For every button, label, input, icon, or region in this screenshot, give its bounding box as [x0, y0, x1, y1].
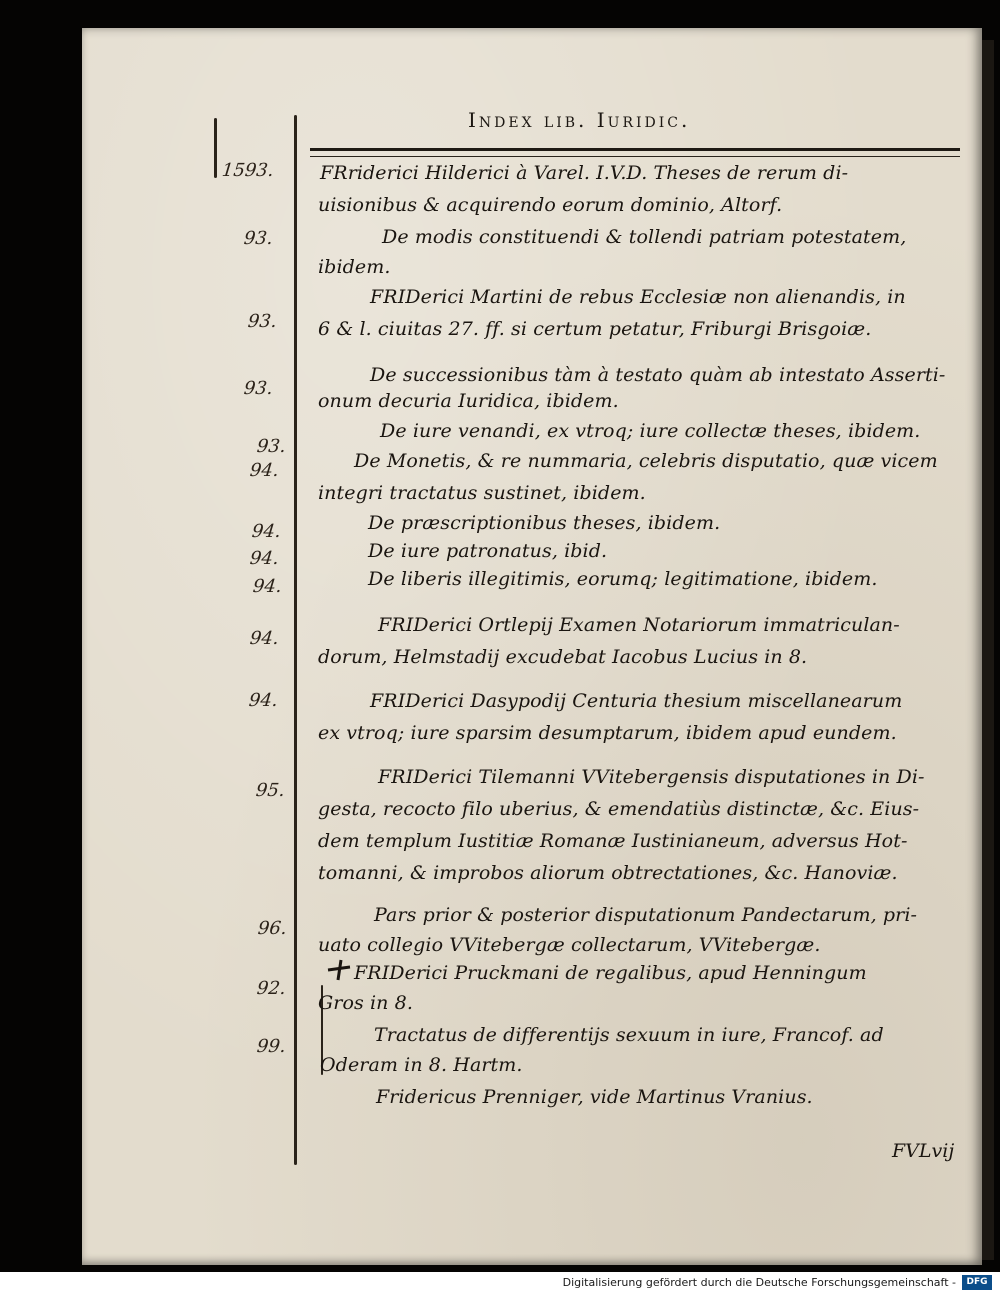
margin-note: 94. — [250, 521, 282, 542]
entry-line: FRIDerici Martini de rebus Ecclesiæ non alienandis, in — [370, 286, 906, 308]
entry-line: dem templum Iustitiæ Romanæ Iustinianeum, adversus Hot- — [318, 830, 908, 852]
header-rule-thin — [310, 156, 960, 157]
dfg-logo-icon: DFG — [962, 1275, 992, 1290]
entry-line: ex vtroq; iure sparsim desumptarum, ibidem apud eundem. — [318, 722, 897, 744]
header-rule — [310, 148, 960, 151]
margin-note: 1593. — [220, 160, 275, 181]
entry-line: tomanni, & improbos aliorum obtrectationes, &c. Hanoviæ. — [318, 862, 898, 884]
entry-line: gesta, recocto filo uberius, & emendatiùs distinctæ, &c. Eius- — [318, 798, 920, 820]
entry-line: Tractatus de differentijs sexuum in iure, Francof. ad — [374, 1024, 884, 1046]
margin-note: 94. — [247, 690, 279, 711]
cross-mark-icon — [326, 958, 352, 982]
entry-line: Fridericus Prenniger, vide Martinus Vranius. — [376, 1086, 813, 1108]
margin-note: 99. — [255, 1036, 287, 1057]
entry-line: FRIDerici Dasypodij Centuria thesium miscellanearum — [370, 690, 903, 712]
entry-line: De iure patronatus, ibid. — [368, 540, 608, 562]
margin-note: 93. — [246, 311, 278, 332]
entry-line: De Monetis, & re nummaria, celebris disputatio, quæ vicem — [354, 450, 938, 472]
margin-note: 94. — [251, 576, 283, 597]
margin-rule-left — [214, 118, 217, 178]
entry-line: dorum, Helmstadij excudebat Iacobus Lucius in 8. — [318, 646, 808, 668]
entry-line: ibidem. — [318, 256, 391, 278]
entry-line: FRIDerici Ortlepij Examen Notariorum immatriculan- — [378, 614, 900, 636]
entry-line: Gros in 8. — [318, 992, 413, 1014]
entry-line: FRIDerici Tilemanni VVitebergensis disputationes in Di- — [378, 766, 925, 788]
entry-line: De iure venandi, ex vtroq; iure collectæ theses, ibidem. — [380, 420, 921, 442]
entry-line: De modis constituendi & tollendi patriam potestatem, — [382, 226, 907, 248]
margin-note: 94. — [248, 628, 280, 649]
entry-line: FRIDerici Pruckmani de regalibus, apud Henningum — [354, 962, 867, 984]
margin-note: 93. — [255, 436, 287, 457]
entry-line: integri tractatus sustinet, ibidem. — [318, 482, 646, 504]
footer-credit: Digitalisierung gefördert durch die Deutsche Forschungsgemeinschaft - — [562, 1276, 956, 1289]
entry-line: onum decuria Iuridica, ibidem. — [318, 390, 619, 412]
entry-line: uato collegio VVitebergæ collectarum, VVitebergæ. — [318, 934, 821, 956]
entry-line: 6 & l. ciuitas 27. ff. si certum petatur, Friburgi Brisgoiæ. — [318, 318, 872, 340]
margin-note: 92. — [255, 978, 287, 999]
catchword: FVLvij — [892, 1140, 955, 1162]
entry-line: De liberis illegitimis, eorumq; legitimatione, ibidem. — [368, 568, 878, 590]
entry-line: Pars prior & posterior disputationum Pandectarum, pri- — [374, 904, 918, 926]
margin-note: 93. — [242, 378, 274, 399]
margin-note: 93. — [242, 228, 274, 249]
running-head: Index lib. Iuridic. — [468, 108, 691, 132]
margin-rule-right — [294, 115, 297, 1165]
entry-line: De successionibus tàm à testato quàm ab intestato Asserti- — [370, 364, 946, 386]
margin-note: 95. — [254, 780, 286, 801]
entry-line: Oderam in 8. Hartm. — [320, 1054, 523, 1076]
footer-bar — [0, 1272, 1000, 1295]
margin-note: 96. — [256, 918, 288, 939]
entry-line: uisionibus & acquirendo eorum dominio, Altorf. — [318, 194, 783, 216]
margin-note: 94. — [248, 460, 280, 481]
page-edge — [982, 40, 994, 1260]
entry-line: FRriderici Hilderici à Varel. I.V.D. Theses de rerum di- — [320, 162, 849, 184]
margin-note: 94. — [248, 548, 280, 569]
entry-line: De præscriptionibus theses, ibidem. — [368, 512, 721, 534]
